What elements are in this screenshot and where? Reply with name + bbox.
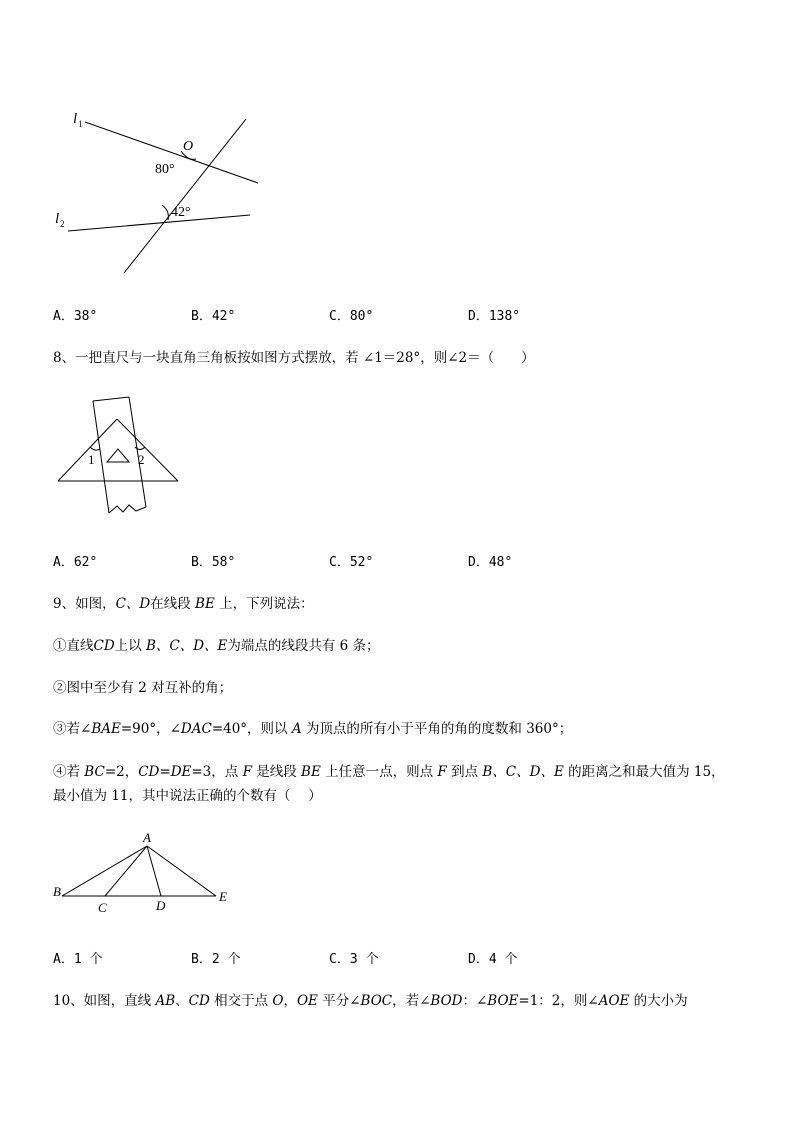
segment-ac: [105, 846, 147, 896]
q8-option-c: C．52°: [329, 555, 374, 570]
angle-arc-1: [90, 447, 100, 450]
q7-figure: [50, 105, 270, 285]
q9-statement-1: ①直线CD上以 B、C、D、E为端点的线段共有 6 条；: [53, 638, 380, 654]
label-e: E: [219, 889, 227, 904]
segment-ab: [62, 846, 147, 896]
label-80: 80°: [155, 162, 175, 177]
q9-title: 9、如图，C、D在线段 BE 上，下列说法：: [53, 596, 314, 612]
label-o: O: [183, 139, 194, 154]
q8-option-a: A．62°: [53, 555, 98, 570]
q9-figure: [50, 828, 250, 918]
label-2: 2: [138, 452, 145, 467]
q9-statement-2: ②图中至少有 2 对互补的角；: [53, 680, 233, 696]
ruler-left: [93, 401, 109, 513]
segment-ad: [147, 846, 161, 896]
label-b: B: [53, 884, 61, 899]
q7-option-a: A．38°: [53, 309, 98, 324]
inner-triangle: [107, 449, 129, 462]
label-l1-sub: 1: [78, 119, 83, 129]
q8-option-b: B．58°: [191, 555, 236, 570]
label-l2: l: [55, 211, 60, 227]
q8-question: 8、一把直尺与一块直角三角板按如图方式摆放，若 ∠1＝28°，则∠2＝（ ）: [53, 350, 535, 366]
label-42: 42°: [171, 205, 191, 220]
q7-option-d: D．138°: [468, 309, 521, 324]
label-d: D: [156, 898, 166, 913]
q9-option-c: C．3 个: [329, 952, 379, 967]
q9-statement-4: ④若 BC=2，CD=DE=3，点 F 是线段 BE 上任意一点，则点 F 到点 B、C、D、E 的距离之和最大值为 15，: [53, 764, 725, 780]
q9-statement-3: ③若∠BAE=90°，∠DAC=40°，则以 A 为顶点的所有小于平角的角的度数和 360°；: [53, 721, 573, 737]
q9-option-d: D．4 个: [468, 952, 518, 967]
q7-option-c: C．80°: [329, 309, 374, 324]
q10-question: 10、如图，直线 AB、CD 相交于点 O，OE 平分∠BOC，若∠BOD：∠BOE=1：2，则∠AOE 的大小为: [53, 993, 688, 1009]
ruler-torn-edge: [109, 505, 146, 513]
triangle-right: [117, 419, 178, 481]
label-1: 1: [88, 452, 95, 467]
q8-figure: [55, 395, 195, 525]
segment-ae: [147, 846, 216, 896]
q7-option-b: B．42°: [191, 309, 236, 324]
q8-option-d: D．48°: [468, 555, 513, 570]
q9-option-a: A．1 个: [53, 952, 103, 967]
q9-option-b: B．2 个: [191, 952, 241, 967]
label-l1: l: [73, 111, 78, 127]
triangle-left: [58, 419, 117, 481]
label-c: C: [98, 900, 107, 915]
ruler-top: [93, 397, 129, 401]
q9-statement-4-cont: 最小值为 11，其中说法正确的个数有（ ）: [53, 788, 322, 804]
label-a: A: [143, 830, 151, 845]
label-l2-sub: 2: [60, 219, 65, 229]
